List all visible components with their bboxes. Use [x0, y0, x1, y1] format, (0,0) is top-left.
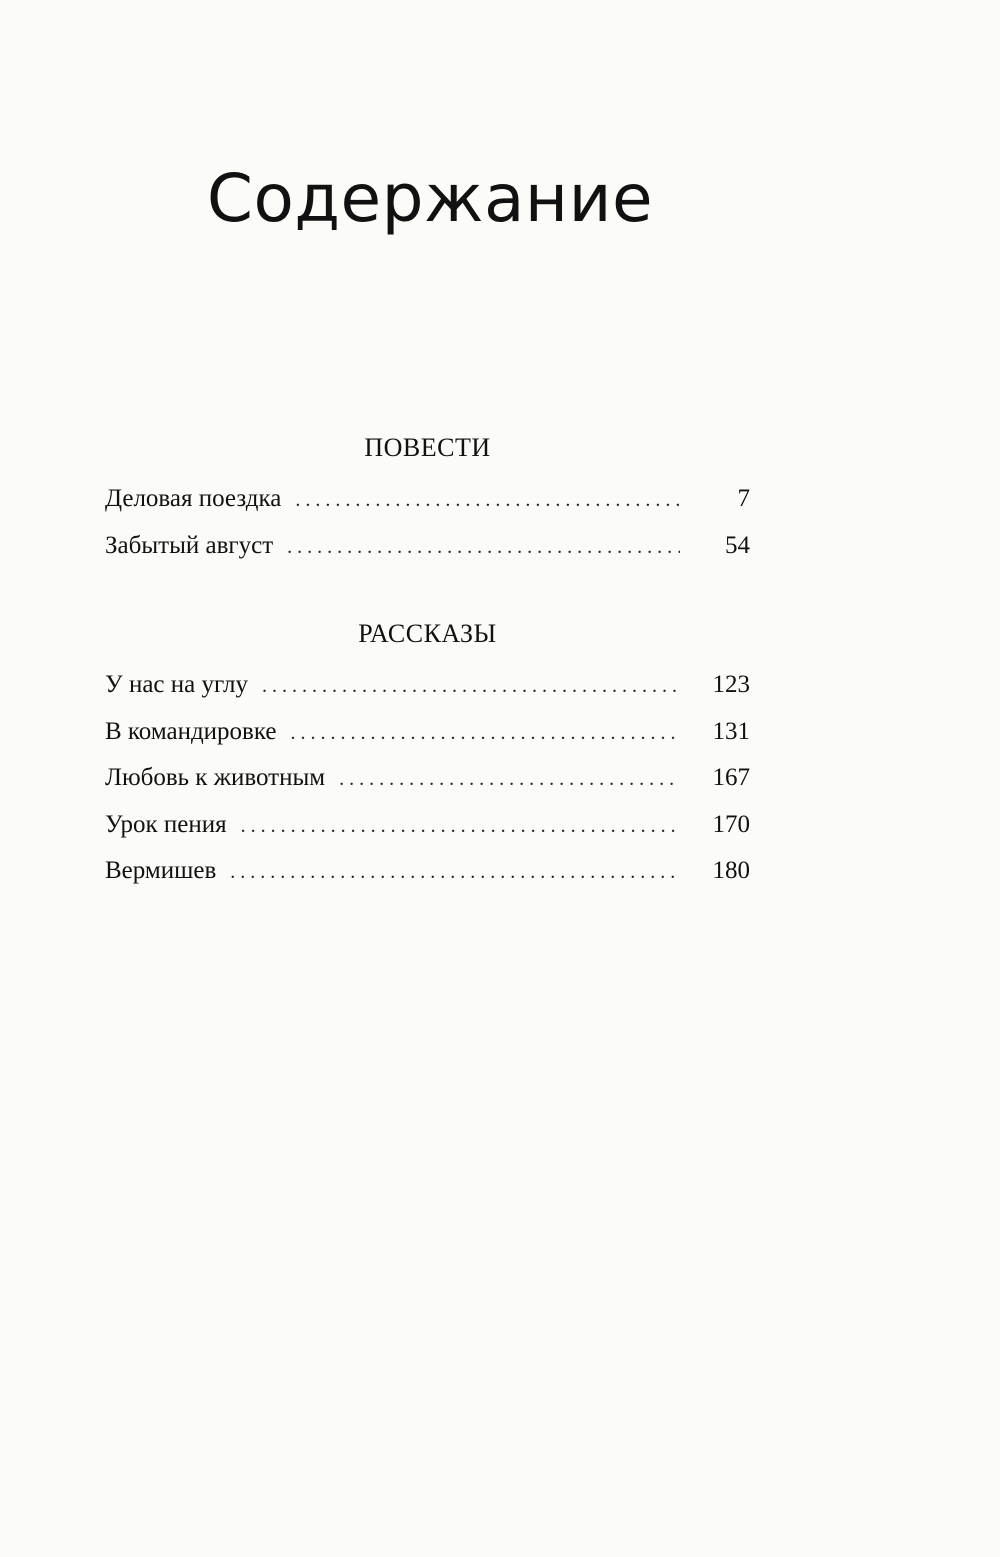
dot-leader	[339, 756, 680, 803]
dot-leader	[262, 663, 680, 710]
dot-leader	[241, 803, 680, 850]
section-heading: ПОВЕСТИ	[364, 433, 491, 462]
page-title: Содержание	[206, 160, 654, 237]
toc-entry-page: 131	[712, 717, 750, 745]
toc-entry	[105, 476, 750, 523]
toc-entry-title: Забытый август	[105, 531, 274, 559]
section-rasskazy	[105, 614, 750, 895]
toc-entry-title: Деловая поездка	[105, 485, 282, 512]
toc-entry-page: 123	[712, 671, 750, 698]
toc-entry	[105, 709, 750, 756]
toc-entry	[105, 523, 750, 570]
toc-entry-title: Вермишев	[105, 857, 217, 884]
toc-entry-title: Любовь к животным	[105, 764, 326, 791]
section-povesti	[105, 428, 750, 569]
dot-leader	[290, 710, 680, 757]
toc-entry-title: Урок пения	[105, 810, 227, 838]
toc-entry-title: У нас на углу	[105, 671, 248, 698]
toc-entry	[105, 848, 750, 895]
section-heading: РАССКАЗЫ	[358, 619, 497, 648]
toc-entry	[105, 662, 750, 709]
dot-leader	[295, 477, 680, 524]
toc-entry-title: В командировке	[105, 717, 277, 745]
toc-entry-page: 7	[737, 485, 750, 512]
toc-entry-page: 54	[725, 531, 750, 559]
toc-entry	[105, 755, 750, 802]
toc-entry	[105, 802, 750, 849]
dot-leader	[287, 524, 680, 571]
toc-entry-page: 167	[712, 764, 750, 791]
dot-leader	[230, 849, 680, 896]
toc-entry-page: 170	[712, 810, 750, 838]
toc-entry-page: 180	[712, 857, 750, 884]
